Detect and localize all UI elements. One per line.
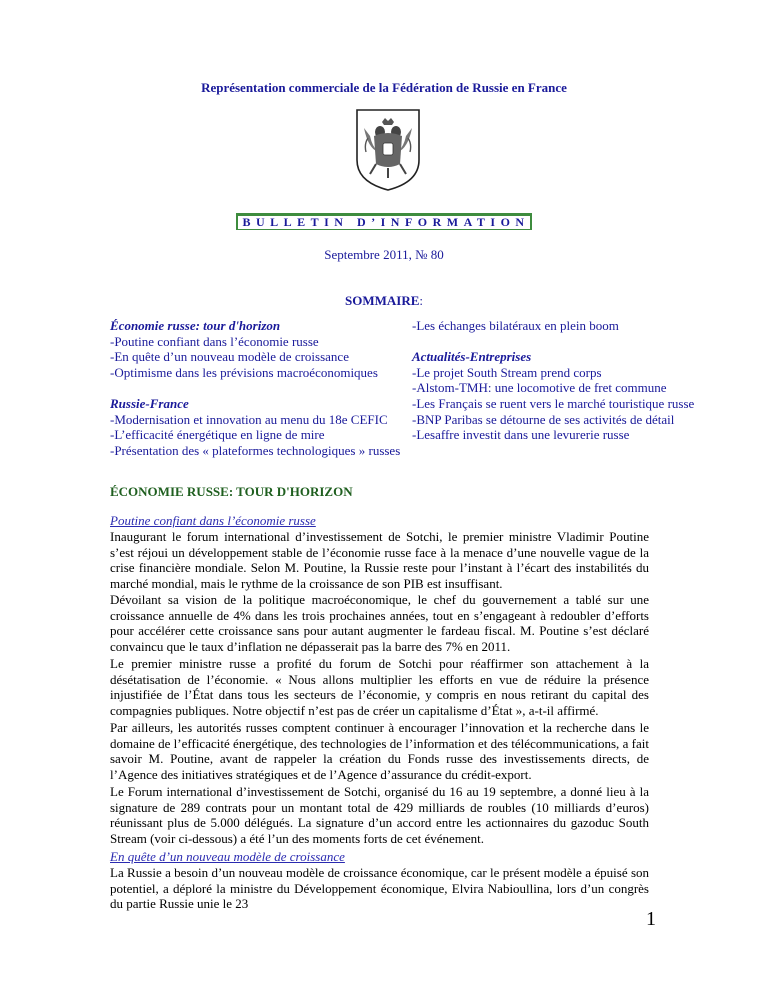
toc-right-column [412,318,712,443]
sommaire-heading [0,293,768,309]
bulletin-title: BULLETIN D’INFORMATION [238,216,529,229]
toc-item: -Poutine confiant dans l’économie russe [110,333,319,349]
toc-item: -Les échanges bilatéraux en plein boom [412,318,619,333]
toc-item: -Lesaffre investit dans une levurerie russe [412,427,630,443]
toc-section-title: Russie-France [110,395,189,411]
article-paragraph: Par ailleurs, les autorités russes comptent continuer à encourager l’innovation et la recherche dans le domaine de l’efficacité énergétique, des technologies de l’information et des télécommunications, a fait savoir M. Poutine, avant de rappeler la création du Fonds russe des investissements directs, de l’Agence des initiatives stratégiques et de l’Agence d’assurance du crédit-export. [110,720,649,782]
coat-of-arms-icon [354,108,422,192]
toc-left-column [110,318,410,458]
section-heading: ÉCONOMIE RUSSE: TOUR D'HORIZON [110,484,353,499]
bulletin-banner [0,213,768,231]
toc-item: -Les Français se ruent vers le marché touristique russe [412,395,695,411]
sommaire-colon: : [419,293,423,308]
article-paragraph: Le Forum international d’investissement de Sotchi, organisé du 16 au 19 septembre, a donné lieu à la signature de 289 contrats pour un montant total de 429 milliards de roubles (10 milliards d’euros) réunissant plus de 5.000 délégués. La signature d’un accord entre les actionnaires du gazoduc South Stream (voir ci-dessous) a été l’un des moments forts de cet événement. [110,784,649,846]
toc-item: -BNP Paribas se détourne de ses activités de détail [412,411,675,427]
article-subtitle: Poutine confiant dans l’économie russe [110,513,316,528]
toc-item: -En quête d’un nouveau modèle de croissance [110,349,349,365]
toc-item: -Alstom-TMH: une locomotive de fret commune [412,380,667,396]
article-paragraph: Inaugurant le forum international d’investissement de Sotchi, le premier ministre Vladimir Poutine s’est réjoui un développement stable de l’économie russe face à la menace d’une nouvelle vague de la crise financière mondiale. Selon M. Poutine, la Russie reste pour l’instant à l’écart des instabilités du marché mondial, mais le rythme de la croissance de son PIB est insuffisant. [110,529,649,591]
toc-item: -L’efficacité énergétique en ligne de mire [110,427,325,443]
page-number: 1 [646,908,656,930]
representation-title: Représentation commerciale de la Fédération de Russie en France [201,80,567,95]
toc-section-title: Économie russe: tour d'horizon [110,318,281,333]
toc-item: -Présentation des « plateformes technologiques » russes [110,442,401,458]
sommaire-label: SOMMAIRE [344,293,420,308]
issue-date: Septembre 2011, № 80 [324,247,444,262]
toc-section-title: Actualités-Entreprises [412,349,532,365]
toc-item: -Modernisation et innovation au menu du 18e CEFIC [110,411,388,427]
article-paragraph: La Russie a besoin d’un nouveau modèle de croissance économique, car le présent modèle a épuisé son potentiel, a déploré la ministre du Développement économique, Elvira Nabioullina, lors d’un congrès du partie Russie unie le 23 [110,865,649,912]
article-subtitle: En quête d’un nouveau modèle de croissance [110,849,345,864]
article-paragraph: Le premier ministre russe a profité du forum de Sotchi pour réaffirmer son attachement à la désétatisation de l’économie. « Nous allons multiplier les efforts en vue de réduire la présence injustifiée de l’État dans tous les secteurs de l’économie, y compris en nous retirant du capital des compagnies publiques. Notre objectif n’est pas de créer un capitalisme d’État », a-t-il affirmé. [110,656,649,718]
toc-item: -Le projet South Stream prend corps [412,364,602,380]
toc-item: -Optimisme dans les prévisions macroéconomiques [110,364,378,380]
article-paragraph: Dévoilant sa vision de la politique macroéconomique, le chef du gouvernement a tablé sur une croissance annuelle de 4% dans les trois prochaines années, tout en s’engageant à redoubler d’efforts pour accélérer cette croissance sans pour autant augmenter le fardeau fiscal. M. Poutine s’est déclaré convaincu que le taux d’inflation ne dépasserait pas la barre des 7% en 2011. [110,592,649,654]
